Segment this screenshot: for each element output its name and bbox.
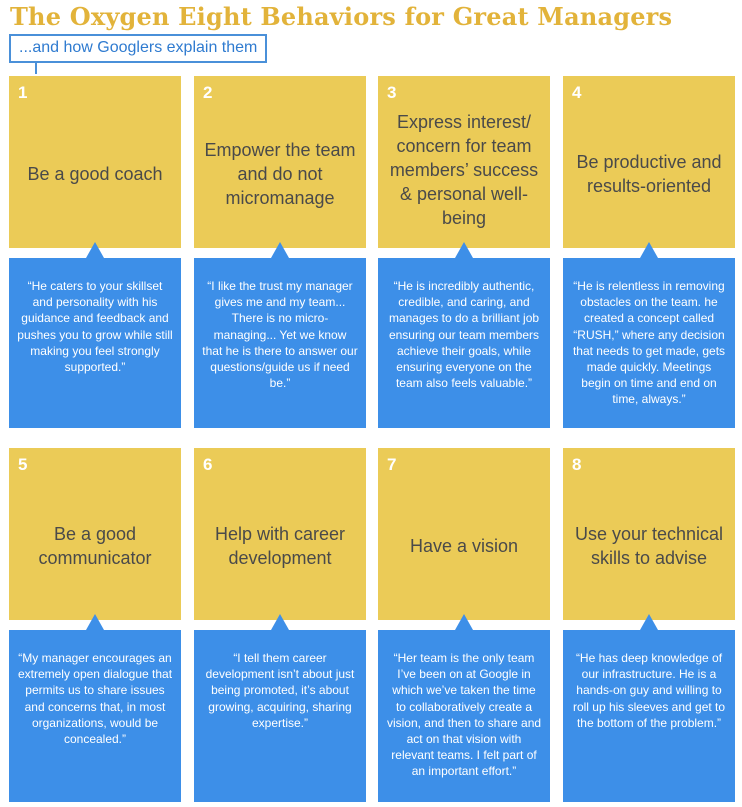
behavior-quote-box	[9, 258, 181, 428]
behavior-number: 1	[18, 83, 28, 102]
behavior-header	[194, 448, 366, 620]
behavior-number: 7	[387, 455, 397, 474]
behavior-quote: “He is incredibly authentic, credible, and caring, and manages to do a brilliant job ensuring our team members achieve their goals, while ensuring everyone on the team also feels valuable.”	[388, 279, 540, 391]
pointer-arrow	[86, 242, 104, 258]
pointer-arrow	[271, 614, 289, 630]
behavior-quote-box	[9, 630, 181, 802]
behavior-heading: Be productive and results-oriented	[576, 152, 722, 196]
pointer-arrow	[640, 242, 658, 258]
behavior-quote: “I like the trust my manager gives me and my team... There is no micro-managing... Yet we know that he is there to answer our questions/guide us if need be.”	[202, 279, 358, 391]
behavior-quote-box	[378, 258, 550, 428]
behavior-quote: “He is relentless in removing obstacles on the team. he created a concept called “RUSH,” where any decision that needs to get made, gets made quickly. Meetings begin on time and end on time, always.”	[572, 279, 726, 407]
behavior-header	[9, 76, 181, 248]
behavior-number: 6	[203, 455, 213, 474]
pointer-arrow	[86, 614, 104, 630]
behavior-header	[9, 448, 181, 620]
behavior-heading: Use your technical skills to advise	[574, 524, 724, 568]
behavior-number: 2	[203, 83, 213, 102]
pointer-arrow	[640, 614, 658, 630]
behavior-header	[563, 448, 735, 620]
behavior-number: 4	[572, 83, 582, 102]
behavior-heading: Be a good coach	[27, 164, 163, 184]
behavior-heading: Express interest/ concern for team members’ success & personal well-being	[389, 112, 539, 228]
behavior-quote-box	[194, 630, 366, 802]
behavior-quote-box	[194, 258, 366, 428]
behavior-number: 3	[387, 83, 397, 102]
behavior-quote-box	[563, 258, 735, 428]
behavior-quote: “Her team is the only team I’ve been on at Google in which we’ve taken the time to collaboratively create a vision, and then to share and act on that vision with relevant teams. I felt part of an important effort.”	[386, 651, 542, 779]
pointer-arrow	[455, 614, 473, 630]
page-subtitle: ...and how Googlers explain them	[9, 34, 267, 63]
behavior-quote: “I tell them career development isn’t about just being promoted, it’s about growing, acquiring, sharing expertise.”	[205, 651, 355, 730]
behavior-quote-box	[378, 630, 550, 802]
behavior-header	[378, 448, 550, 620]
behavior-quote: “He caters to your skillset and personality with his guidance and feedback and pushes you to grow while still making you feel strongly supported.”	[17, 279, 173, 375]
behavior-number: 5	[18, 455, 28, 474]
behavior-quote: “He has deep knowledge of our infrastructure. He is a hands-on guy and willing to roll up his sleeves and get to the bottom of the problem.”	[572, 651, 726, 730]
behavior-heading: Have a vision	[409, 536, 519, 556]
behavior-quote: “My manager encourages an extremely open dialogue that permits us to share issues and concerns that, in most organizations, would be concealed.”	[17, 651, 173, 747]
behavior-number: 8	[572, 455, 582, 474]
behavior-heading: Be a good communicator	[38, 524, 152, 568]
page-title: The Oxygen Eight Behaviors for Great Managers	[10, 2, 673, 31]
behavior-header	[194, 76, 366, 248]
pointer-arrow	[455, 242, 473, 258]
pointer-arrow	[271, 242, 289, 258]
behavior-heading: Empower the team and do not micromanage	[204, 140, 356, 208]
behavior-heading: Help with career development	[214, 524, 346, 568]
behavior-header	[378, 76, 550, 248]
behavior-quote-box	[563, 630, 735, 802]
behavior-header	[563, 76, 735, 248]
